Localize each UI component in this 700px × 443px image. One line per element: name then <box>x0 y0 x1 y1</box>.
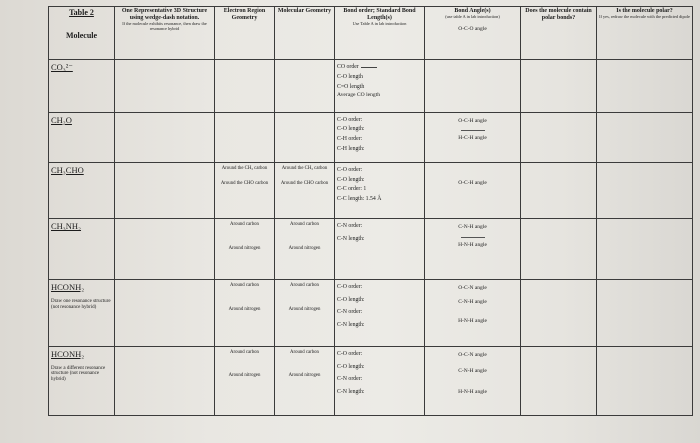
angle-label: H-N-H angle <box>458 317 487 324</box>
molecular-geometry-cell[interactable] <box>275 346 335 415</box>
angle-cell[interactable] <box>425 60 521 112</box>
molecular-column-title: Molecular Geometry <box>277 8 332 14</box>
bond-line: C-O order: <box>337 350 363 357</box>
electron-geometry-cell[interactable] <box>215 279 275 346</box>
region-label: Around nitrogen <box>288 306 321 312</box>
angle-label: H-N-H angle <box>458 388 487 395</box>
angle-label: H-C-H angle <box>458 134 487 141</box>
molecule-column-label: Molecule <box>65 31 98 41</box>
structure-column-sub: If the molecule exhibits resonance, then draw the resonance hybrid <box>122 20 207 31</box>
molecular-geometry-cell[interactable] <box>275 162 335 218</box>
region-label: Around nitrogen <box>228 306 261 312</box>
bond-line: C-O order: <box>337 116 363 123</box>
molecule-formula: HCONH₂ <box>51 348 85 359</box>
region-label: Around nitrogen <box>228 373 261 379</box>
angle-cell[interactable] <box>425 162 521 218</box>
structure-cell[interactable] <box>115 346 215 415</box>
region-label: Around the CHO carbon <box>280 181 329 187</box>
region-label: Around carbon <box>290 349 319 355</box>
bond-cell[interactable] <box>335 112 425 162</box>
bond-cell[interactable] <box>335 60 425 112</box>
bond-line: C-N length: <box>337 388 365 395</box>
angle-label: C-N-H angle <box>458 224 487 231</box>
angle-cell[interactable] <box>425 112 521 162</box>
header-angle-cell <box>425 7 521 60</box>
bond-line: C-O length <box>337 74 363 80</box>
header-molecule-cell <box>49 7 115 60</box>
bond-line: C-O length: <box>337 296 365 303</box>
region-label: Around nitrogen <box>228 245 261 251</box>
angle-label: O-C-N angle <box>458 351 487 358</box>
bond-line: C-O length: <box>337 363 365 370</box>
electron-geometry-cell[interactable] <box>215 112 275 162</box>
bond-line: C-C order: 1 <box>337 186 367 193</box>
polar-bonds-cell[interactable] <box>521 162 597 218</box>
region-label: Around nitrogen <box>288 245 321 251</box>
average-length-label: Average CO length <box>337 92 381 99</box>
header-dipole-cell <box>597 7 693 60</box>
answer-blank <box>361 67 377 68</box>
bond-cell[interactable] <box>335 279 425 346</box>
bond-line: C-N length: <box>337 235 365 242</box>
header-molecular-cell <box>275 7 335 60</box>
dipole-column-sub: If yes, redraw the molecule with the predicted dipole <box>599 13 690 19</box>
polar-bonds-cell[interactable] <box>521 279 597 346</box>
bond-cell[interactable] <box>335 162 425 218</box>
polar-bonds-cell[interactable] <box>521 112 597 162</box>
dipole-cell[interactable] <box>597 219 693 280</box>
region-label: Around the CH₃ carbon <box>281 165 328 171</box>
molecule-formula: HCONH₂ <box>51 281 85 292</box>
electron-geometry-cell[interactable] <box>215 219 275 280</box>
polar-bonds-cell[interactable] <box>521 346 597 415</box>
angle-column-title: Bond Angle(s) <box>454 8 491 14</box>
electron-geometry-cell[interactable] <box>215 346 275 415</box>
bond-line: C-N order: <box>337 309 363 316</box>
molecular-geometry-cell[interactable] <box>275 112 335 162</box>
angle-cell[interactable] <box>425 346 521 415</box>
dipole-cell[interactable] <box>597 162 693 218</box>
dipole-column-title: Is the molecule polar? <box>616 8 673 14</box>
bond-line: C=O length <box>337 83 365 90</box>
polar-column-title: Does the molecule contain polar bonds? <box>525 8 592 21</box>
molecule-table <box>48 6 693 416</box>
region-label: Around carbon <box>290 282 319 288</box>
region-label: Around the CHO carbon <box>220 181 269 187</box>
table-row <box>49 112 693 162</box>
header-polar-cell <box>521 7 597 60</box>
bond-line-text: CO order <box>337 64 359 71</box>
co3-angle-label: O-C-O angle <box>458 25 487 32</box>
molecule-formula: CH₂O <box>51 114 72 125</box>
bond-line: C-N order: <box>337 376 363 383</box>
angle-label: H-N-H angle <box>458 241 487 248</box>
table-row <box>49 346 693 415</box>
structure-column-title: One Representative 3D Structure using wedge-dash notation. <box>121 8 208 21</box>
angle-label: C-N-H angle <box>458 368 487 375</box>
header-electron-cell <box>215 7 275 60</box>
dipole-cell[interactable] <box>597 112 693 162</box>
header-structure-cell <box>115 7 215 60</box>
molecule-cell <box>49 219 115 280</box>
bond-column-sub: Use Table A in lab introduction <box>352 20 407 26</box>
bond-line: C-H length: <box>337 145 365 152</box>
answer-blank <box>461 130 485 131</box>
region-label: Around nitrogen <box>288 373 321 379</box>
angle-label: O-C-H angle <box>458 117 487 124</box>
table-row <box>49 219 693 280</box>
answer-blank <box>461 237 485 238</box>
bond-line: C-C length: 1.54 Å <box>337 195 382 202</box>
bond-line: C-O length: <box>337 126 365 133</box>
angle-label: O-C-H angle <box>458 179 487 186</box>
structure-cell[interactable] <box>115 112 215 162</box>
region-label: Around the CH₃ carbon <box>221 165 268 171</box>
table-row <box>49 279 693 346</box>
molecule-cell <box>49 60 115 112</box>
region-label: Around carbon <box>230 349 259 355</box>
region-label: Around carbon <box>230 222 259 228</box>
bond-cell[interactable] <box>335 346 425 415</box>
molecular-geometry-cell[interactable] <box>275 60 335 112</box>
structure-cell[interactable] <box>115 219 215 280</box>
header-bond-cell <box>335 7 425 60</box>
bond-line <box>337 64 422 71</box>
angle-cell[interactable] <box>425 219 521 280</box>
resonance-instruction: Draw one resonance structure (not resonance hybrid) <box>51 298 111 310</box>
table-label: Table 2 <box>69 8 94 17</box>
electron-geometry-cell[interactable] <box>215 162 275 218</box>
header-row <box>49 7 693 60</box>
resonance-instruction: Draw a different resonance structure (not resonance hybrid) <box>51 365 106 383</box>
angle-label: O-C-N angle <box>458 284 487 291</box>
polar-bonds-cell[interactable] <box>521 219 597 280</box>
polar-bonds-cell[interactable] <box>521 60 597 112</box>
table-row <box>49 162 693 218</box>
region-label: Around carbon <box>290 222 319 228</box>
region-label: Around carbon <box>230 282 259 288</box>
structure-cell[interactable] <box>115 279 215 346</box>
molecular-geometry-cell[interactable] <box>275 219 335 280</box>
angle-column-sub: (use table A in lab introduction) <box>445 13 500 19</box>
angle-cell[interactable] <box>425 279 521 346</box>
angle-label: C-N-H angle <box>458 299 487 306</box>
molecule-formula: CH₃CHO <box>51 164 84 175</box>
molecular-geometry-cell[interactable] <box>275 279 335 346</box>
molecule-cell <box>49 279 115 346</box>
bond-line: C-O order: <box>337 283 363 290</box>
molecule-formula: CH₃NH₂ <box>51 221 82 232</box>
structure-cell[interactable] <box>115 162 215 218</box>
electron-column-title: Electron Region Geometry <box>223 8 266 21</box>
bond-column-title: Bond order; Standard Bond Length(s) <box>343 8 416 21</box>
molecule-cell <box>49 346 115 415</box>
structure-cell[interactable] <box>115 60 215 112</box>
bond-line: C-O length: <box>337 176 365 183</box>
bond-line: C-N length: <box>337 321 365 328</box>
dipole-cell[interactable] <box>597 279 693 346</box>
dipole-cell[interactable] <box>597 346 693 415</box>
bond-cell[interactable] <box>335 219 425 280</box>
bond-line: C-N order: <box>337 223 363 230</box>
molecule-cell <box>49 112 115 162</box>
molecule-cell <box>49 162 115 218</box>
electron-geometry-cell[interactable] <box>215 60 275 112</box>
bond-line: C-O order: <box>337 166 363 173</box>
molecule-formula: CO₃²⁻ <box>51 62 73 73</box>
table-row <box>49 60 693 112</box>
dipole-cell[interactable] <box>597 60 693 112</box>
bond-line: C-H order: <box>337 135 363 142</box>
